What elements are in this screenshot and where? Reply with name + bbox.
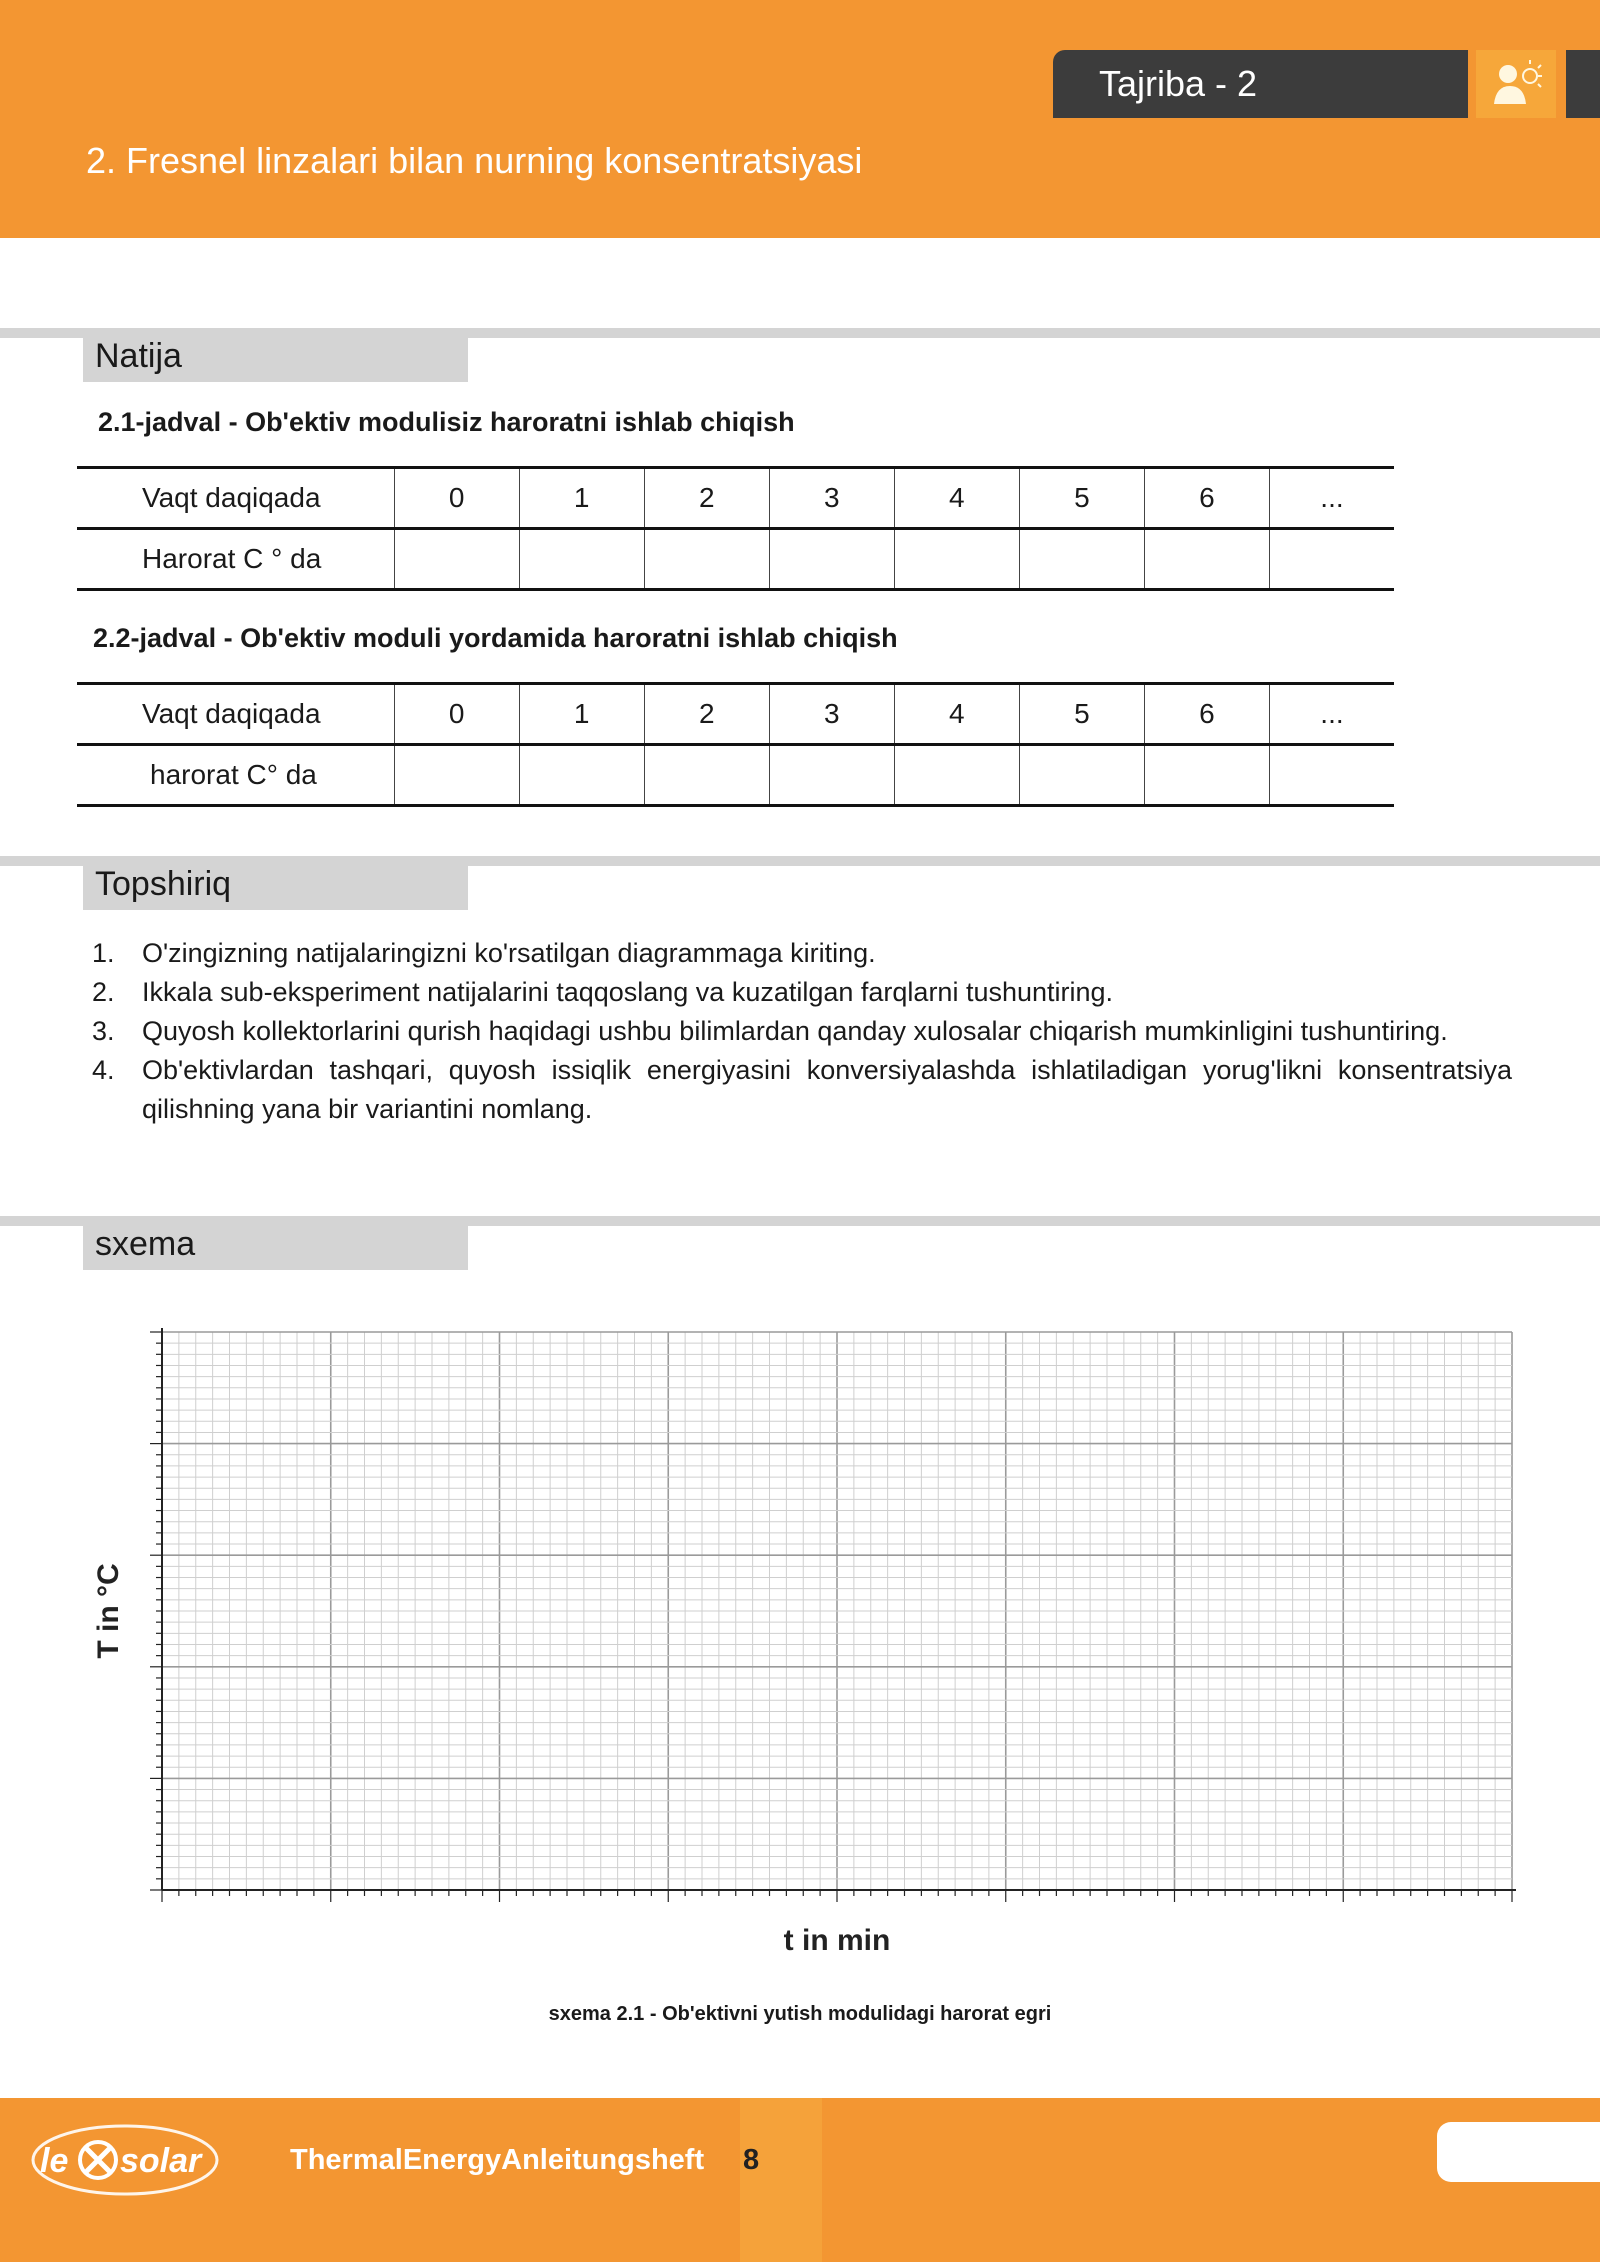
table2-temperature-cell[interactable] [1269,745,1394,806]
table2-temperature-label: harorat C° da [77,745,394,806]
header-edge-strip [1566,50,1600,118]
footer-title: ThermalEnergyAnleitungsheft [290,2144,705,2176]
table1-temperature-row [77,529,1394,590]
table2-temperature-cell[interactable] [1144,745,1269,806]
table1-temperature-cell[interactable] [894,529,1019,590]
page-title: 2. Fresnel linzalari bilan nurning konsentratsiyasi [86,140,863,181]
svg-text:le: le [40,2142,69,2180]
page-number: 8 [743,2144,760,2176]
table1-temperature-cell[interactable] [1144,529,1269,590]
task-text: Quyosh kollektorlarini qurish haqidagi ushbu bilimlardan qanday xulosalar chiqarish mumkinligini tushuntiring. [142,1016,1448,1046]
table2-temperature-cell[interactable] [894,745,1019,806]
x-axis-label: t in min [783,1924,891,1957]
table2-temperature-cell[interactable] [394,745,519,806]
table1-temperature-cell[interactable] [769,529,894,590]
table1-time-cell: 2 [644,468,769,529]
task-item [92,1012,1512,1051]
table1-time-row [77,468,1394,529]
section-title-scheme: sxema [83,1218,468,1270]
task-text: Ob'ektivlardan tashqari, quyosh issiqlik energiyasini konversiyalashda ishlatiladigan yorug'likni konsentratsiya qilishning yana bir variantini nomlang. [142,1055,1512,1124]
table1 [77,466,1394,591]
task-text: Ikkala sub-eksperiment natijalarini taqqoslang va kuzatilgan farqlarni tushuntiring. [142,977,1114,1007]
table1-temperature-cell[interactable] [519,529,644,590]
svg-text:solar: solar [120,2142,202,2180]
table1-time-cell: 6 [1144,468,1269,529]
table2-temperature-cell[interactable] [769,745,894,806]
table1-temperature-cell[interactable] [1019,529,1144,590]
table2-time-cell: 0 [394,684,519,745]
table2-time-cell: 4 [894,684,1019,745]
page-header [0,0,1600,238]
table2-temperature-cell[interactable] [1019,745,1144,806]
page-number-box [740,2098,822,2262]
table1-temperature-cell[interactable] [644,529,769,590]
table1-time-cell: ... [1269,468,1394,529]
table1-temperature-label: Harorat C ° da [77,529,394,590]
task-number: 3. [92,1016,115,1046]
axis-ticks [150,1332,1512,1902]
y-axis-label: T in °C [92,1563,125,1659]
table2 [77,682,1394,807]
table2-caption: 2.2-jadval - Ob'ektiv moduli yordamida haroratni ishlab chiqish [93,623,898,653]
table1-time-cell: 5 [1019,468,1144,529]
experiment-tab-label: Tajriba - 2 [1099,63,1258,104]
experiment-tab [1053,50,1468,118]
table1-temperature-cell[interactable] [1269,529,1394,590]
table2-time-cell: 2 [644,684,769,745]
table2-time-cell: 5 [1019,684,1144,745]
table2-time-label: Vaqt daqiqada [77,684,394,745]
table1-time-cell: 0 [394,468,519,529]
table2-time-cell: 3 [769,684,894,745]
sun-person-icon [1476,50,1556,118]
section-title-task: Topshiriq [83,858,468,910]
table1-time-label: Vaqt daqiqada [77,468,394,529]
chart-caption: sxema 2.1 - Ob'ektivni yutish modulidagi harorat egri [548,2003,1052,2025]
table2-time-cell: ... [1269,684,1394,745]
lexsolar-logo [30,2120,240,2205]
table2-temperature-row [77,745,1394,806]
task-number: 1. [92,938,115,968]
task-number: 4. [92,1055,115,1085]
table2-temperature-cell[interactable] [644,745,769,806]
table2-time-row [77,684,1394,745]
footer-tab [1437,2122,1600,2182]
table1-time-cell: 1 [519,468,644,529]
task-text: O'zingizning natijalaringizni ko'rsatilgan diagrammaga kiriting. [142,938,876,968]
table1-caption: 2.1-jadval - Ob'ektiv modulisiz haroratni ishlab chiqish [98,407,795,437]
section-title-results: Natija [83,330,468,382]
table2-temperature-cell[interactable] [519,745,644,806]
chart-grid [162,1332,1512,1890]
table1-time-cell: 4 [894,468,1019,529]
task-item [92,1051,1512,1129]
task-number: 2. [92,977,115,1007]
task-item [92,934,1512,973]
task-list [92,934,1512,1129]
table1-time-cell: 3 [769,468,894,529]
table2-time-cell: 6 [1144,684,1269,745]
table2-time-cell: 1 [519,684,644,745]
temperature-chart [80,1320,1520,1980]
task-item [92,973,1512,1012]
table1-temperature-cell[interactable] [394,529,519,590]
